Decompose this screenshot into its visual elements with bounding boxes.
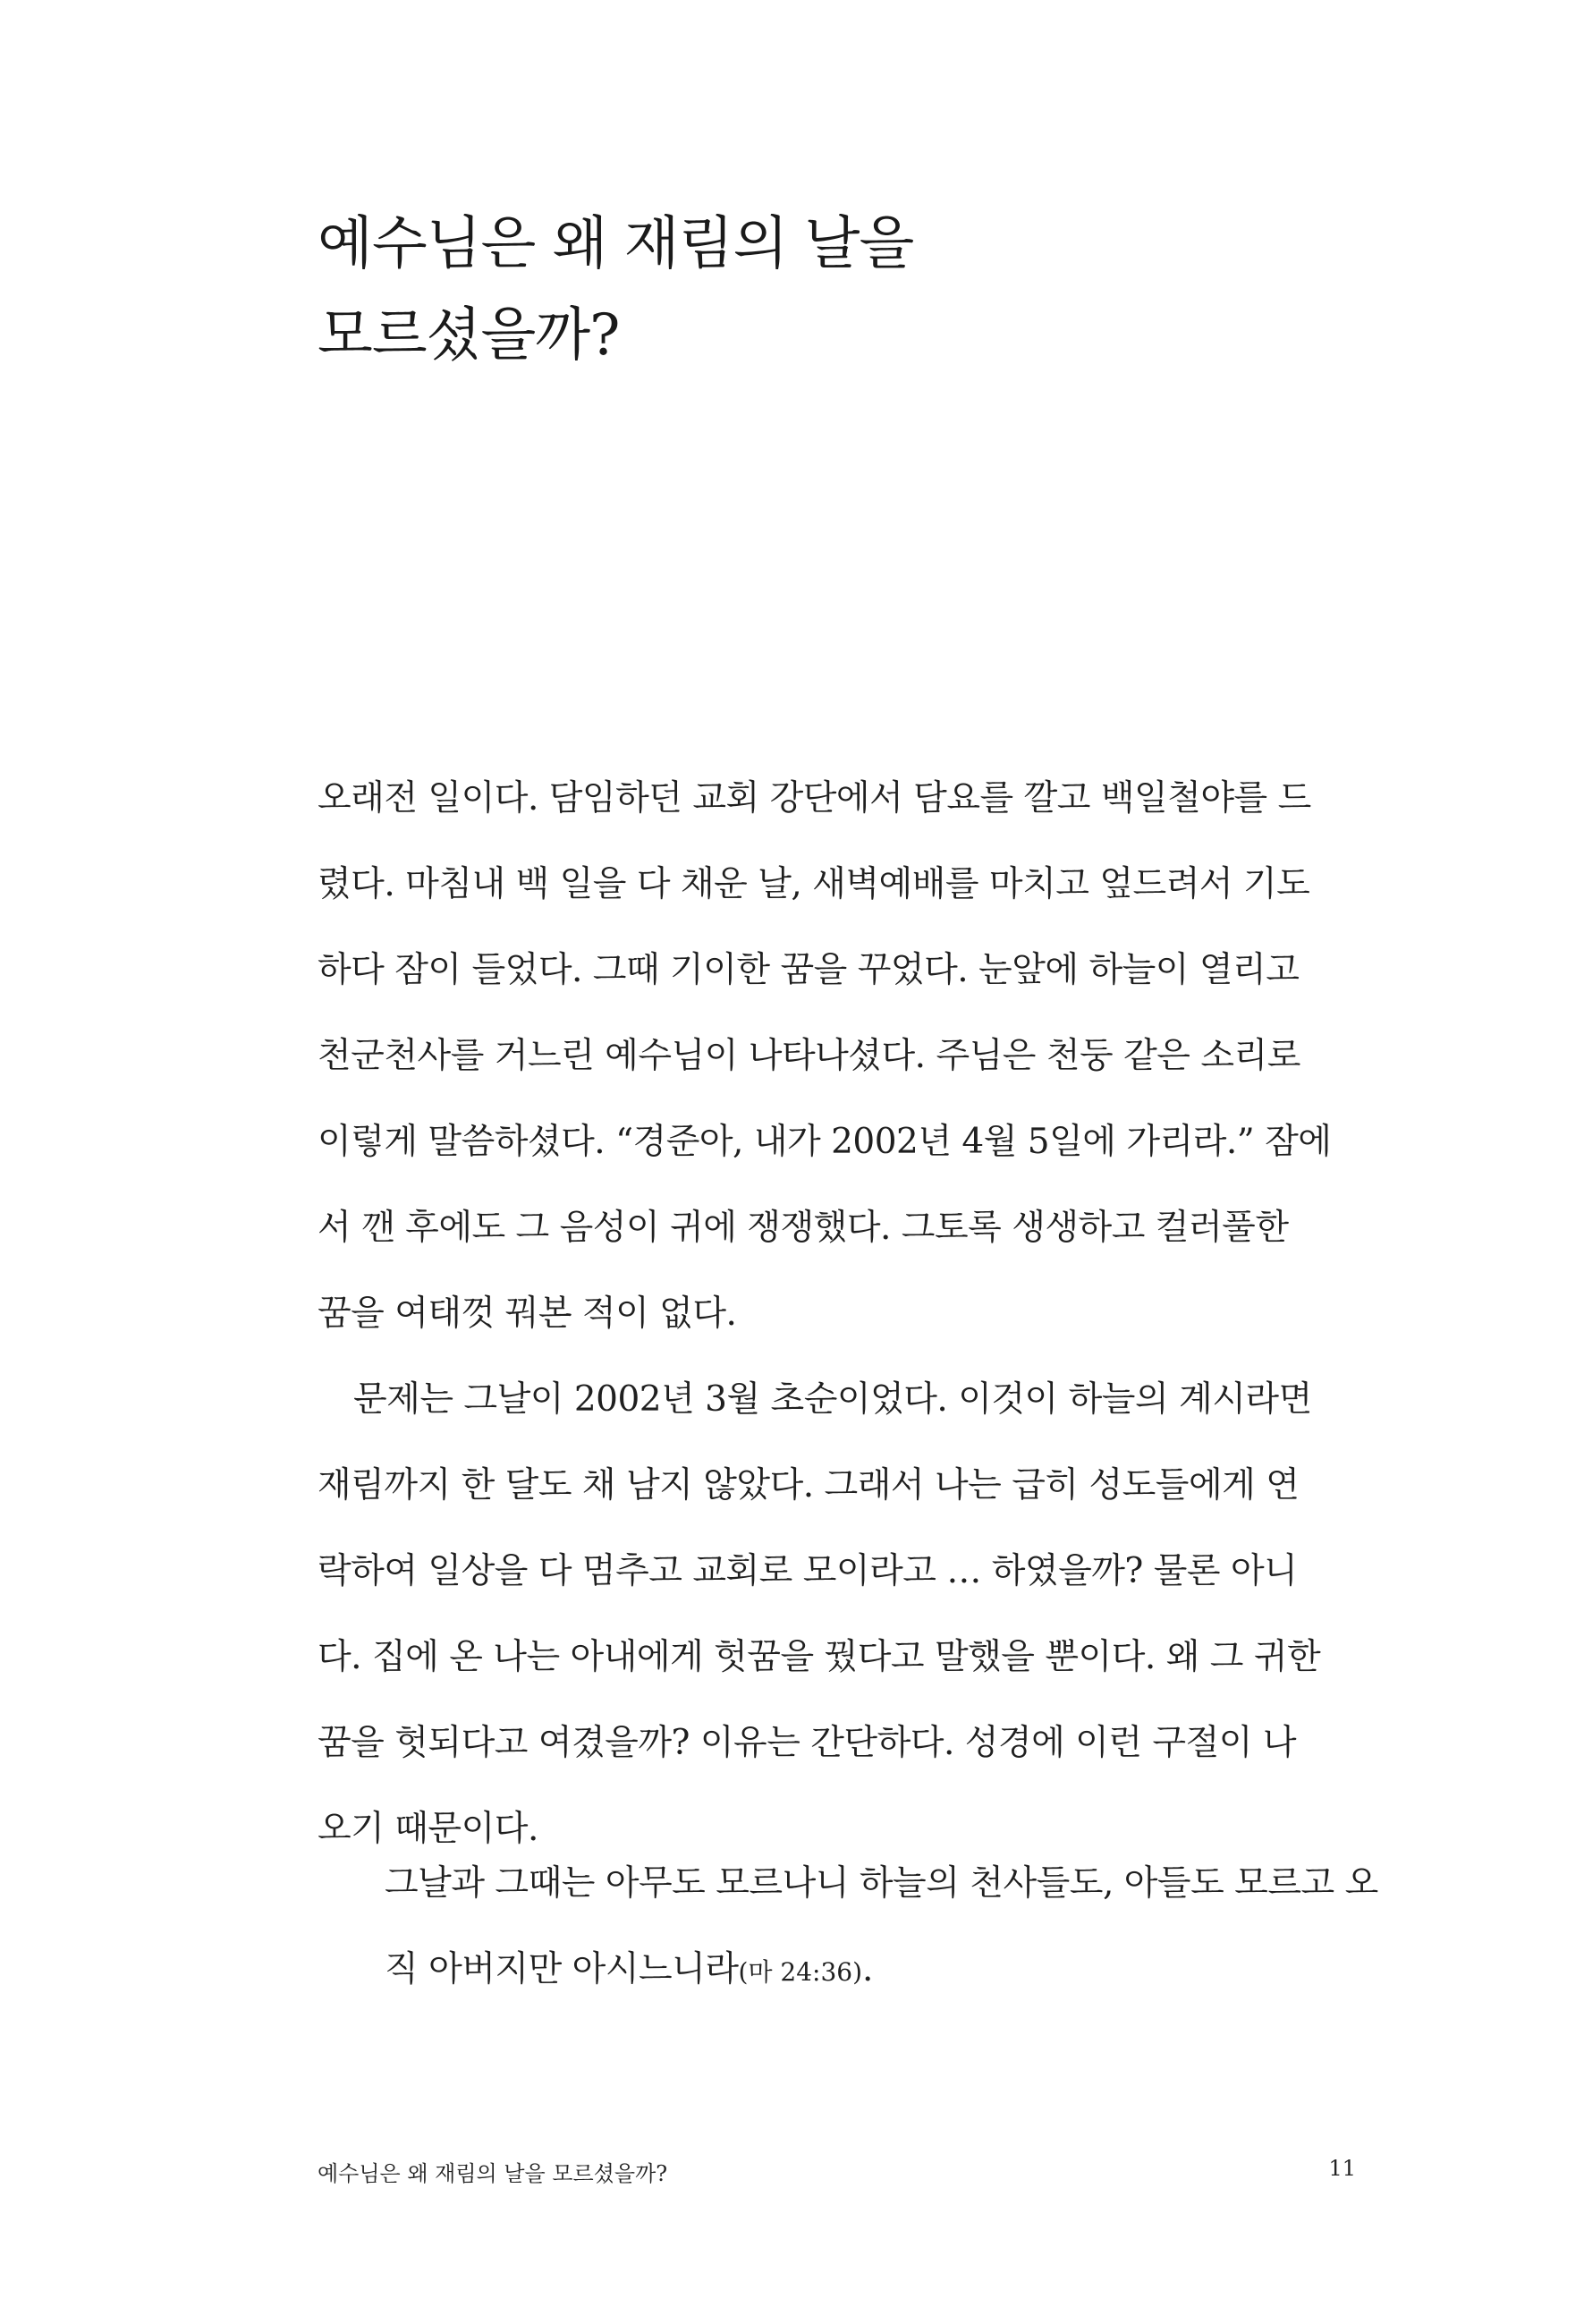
text-line: 문제는 그날이 2002년 3월 초순이었다. 이것이 하늘의 계시라면 <box>353 1379 1312 1420</box>
quote-end: . <box>862 1949 873 1989</box>
text-line: 오기 때문이다. <box>318 1809 538 1849</box>
chapter-title-line: 예수님은 왜 재림의 날을 <box>318 211 914 277</box>
quote-line <box>385 1927 1355 2013</box>
page-number: 11 <box>1328 2156 1356 2181</box>
text-line: 서 깬 후에도 그 음성이 귀에 쟁쟁했다. 그토록 생생하고 컬러풀한 <box>318 1208 1289 1248</box>
running-footer-title: 예수님은 왜 재림의 날을 모르셨을까? <box>318 2161 668 2186</box>
paragraph-2 <box>318 1357 1355 1872</box>
text-line: 이렇게 말씀하셨다. “경준아, 내가 2002년 4월 5일에 가리라.” 잠에 <box>318 1122 1332 1162</box>
scripture-reference: (마 24:36) <box>738 1957 863 1987</box>
text-line: 꿈을 여태껏 꿔본 적이 없다. <box>318 1293 737 1334</box>
text-line: 락하여 일상을 다 멈추고 교회로 모이라고 … 하였을까? 물론 아니 <box>318 1551 1298 1591</box>
chapter-title <box>318 199 1391 381</box>
body-text <box>318 756 1355 1872</box>
chapter-title-line: 모르셨을까? <box>318 302 620 369</box>
text-line: 재림까지 한 달도 채 남지 않았다. 그래서 나는 급히 성도들에게 연 <box>318 1465 1300 1506</box>
text-line: 다. 집에 온 나는 아내에게 헛꿈을 꿨다고 말했을 뿐이다. 왜 그 귀한 <box>318 1637 1321 1677</box>
text-line: 하다 잠이 들었다. 그때 기이한 꿈을 꾸었다. 눈앞에 하늘이 열리고 <box>318 950 1300 990</box>
text-line: 렸다. 마침내 백 일을 다 채운 날, 새벽예배를 마치고 엎드려서 기도 <box>318 864 1310 904</box>
quote-line: 그날과 그때는 아무도 모르나니 하늘의 천사들도, 아들도 모르고 오 <box>385 1863 1378 1904</box>
text-line: 꿈을 헛되다고 여겼을까? 이유는 간단하다. 성경에 이런 구절이 나 <box>318 1723 1297 1763</box>
text-line: 오래전 일이다. 담임하던 교회 강단에서 담요를 깔고 백일철야를 드 <box>318 778 1311 818</box>
paragraph-1 <box>318 756 1355 1357</box>
scripture-quote <box>385 1841 1378 2013</box>
quote-text: 직 아버지만 아시느니라 <box>385 1949 739 1989</box>
text-line: 천군천사를 거느린 예수님이 나타나셨다. 주님은 천둥 같은 소리로 <box>318 1036 1300 1076</box>
